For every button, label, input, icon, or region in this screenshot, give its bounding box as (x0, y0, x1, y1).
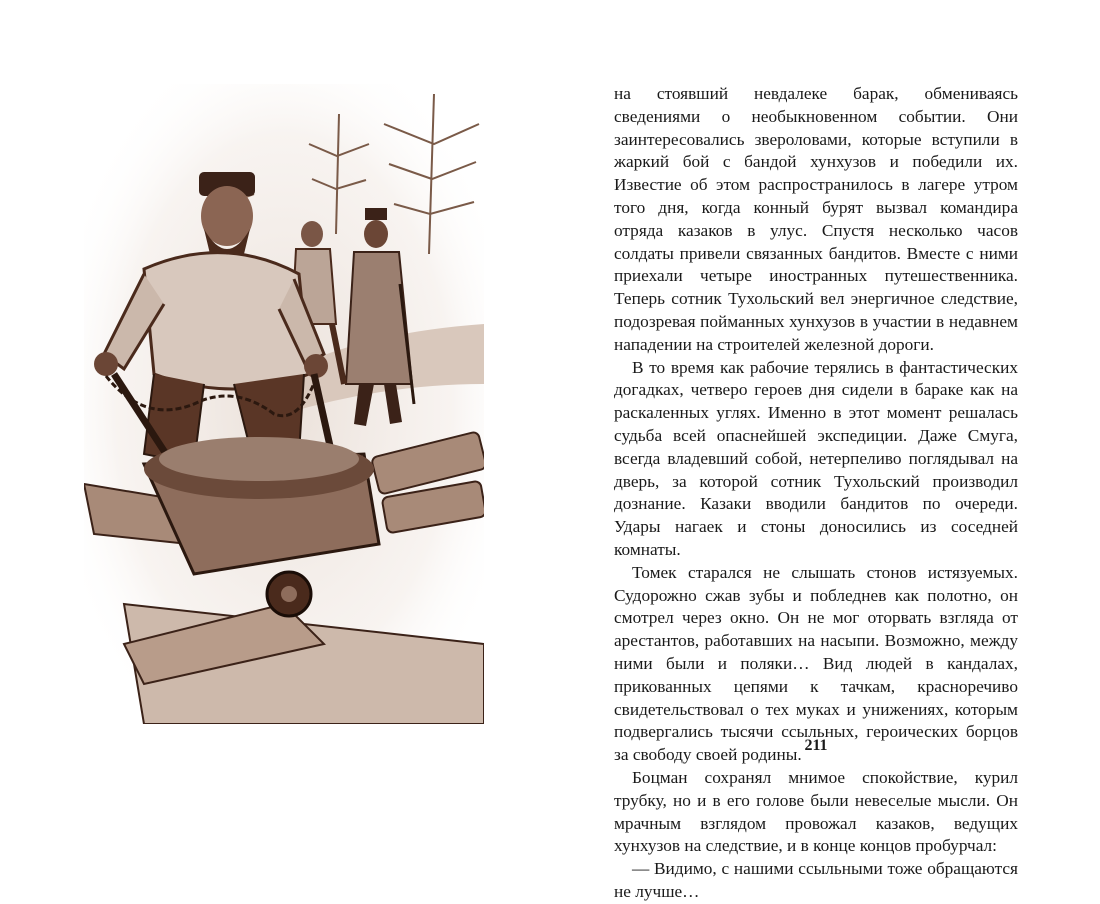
paragraph-3: Томек старался не слышать стонов истязуемых. Судорожно сжав зубы и побледнев как полотно, он смотрел через окно. Он не мог оторвать взгляда от арестантов, работавших на насыпи. Возможно, между ними были и поляки… Вид людей в кандалах, прикованных цепями к тачкам, красноречиво свидетельствовал о тех муках и унижениях, которым подвергались тысячи ссыльных, героических борцов за свободу своей родины. (614, 562, 1018, 765)
paragraph-1: на стоявший невдалеке барак, обмениваясь сведениями о необыкновенном событии. Они заинтересовались звероловами, которые вступили в жаркий бой с бандой хунхузов и победили их. Известие об этом распространилось в лагере утром того дня, когда конный бурят вызвал командира отряда казаков в улус. Спустя несколько часов солдаты привели связанных бандитов. Вместе с ними приехали четыре иностранных путешественника. Теперь сотник Тухольский вел энергичное следствие, подозревая пойманных хунхузов в участии в недавнем нападении на строителей железной дороги. (614, 84, 1018, 354)
paragraph-2: В то время как рабочие терялись в фантастических догадках, четверо героев дня сидели в бараке как на раскаленных углях. Именно в этот момент решалась судьба всей опаснейшей экспедиции. Даже Смуга, всегда владевший собой, нетерпеливо поглядывал на дверь, за которой сотник Тухольский производил дознание. Казаки вводили бандитов по очереди. Удары нагаек и стоны доносились из соседней комнаты. (614, 357, 1018, 559)
illustration-prisoner-with-wheelbarrow (84, 84, 484, 724)
text-column (614, 83, 1018, 904)
sepia-sketch (84, 84, 484, 724)
paragraph-4: Боцман сохранял мнимое спокойствие, курил трубку, но и в его голове были невеселые мысли. Он мрачным взглядом провожал казаков, ведущих хунхузов на следствие, и в конце концов пробурчал: (614, 767, 1018, 856)
page-number: 211 (804, 737, 828, 754)
paragraph-5: — Видимо, с нашими ссыльными тоже обращаются не лучше… (614, 859, 1018, 901)
